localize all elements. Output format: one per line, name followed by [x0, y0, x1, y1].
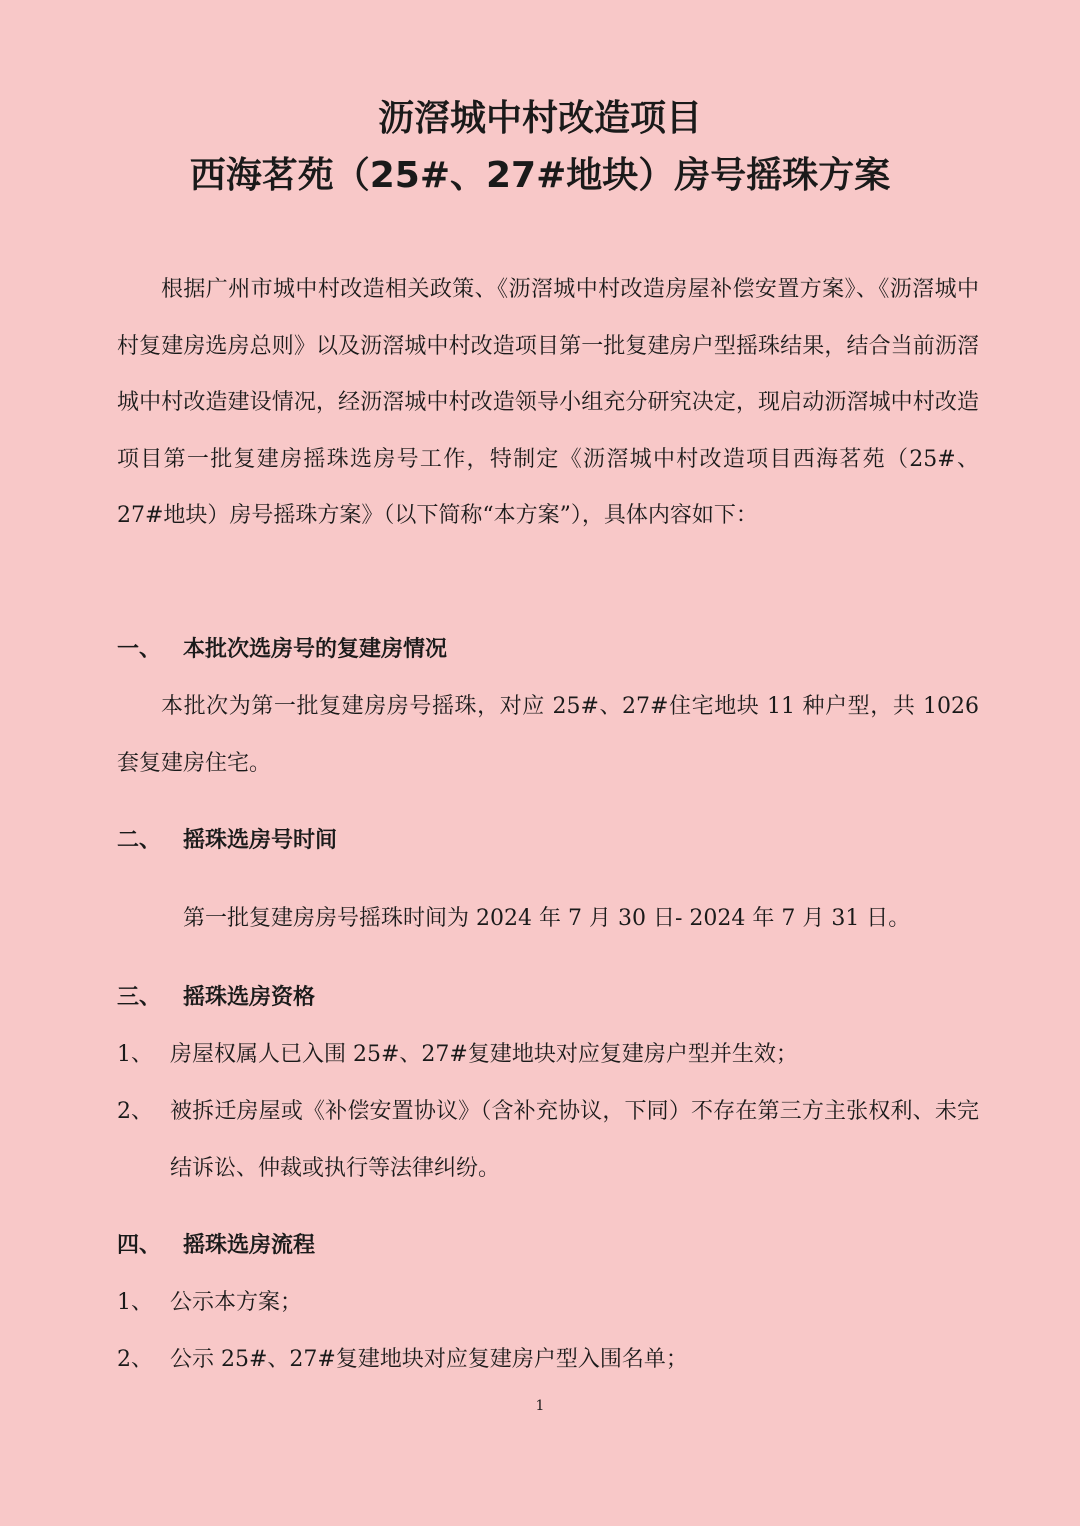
- section-2-heading: [117, 825, 979, 857]
- section-4-heading: [117, 1230, 979, 1262]
- list-item-number: 1、: [117, 1290, 153, 1315]
- section-1-body: 本批次为第一批复建房房号摇珠，对应 25#、27#住宅地块 11 种户型，共 1026 套复建房住宅。: [117, 694, 979, 776]
- section-4-number: 四、: [117, 1233, 162, 1258]
- section-1-number: 一、: [117, 637, 162, 662]
- document-title-line-1: 沥滘城中村改造项目: [377, 98, 702, 139]
- section-4-title: 摇珠选房流程: [183, 1233, 316, 1258]
- list-item-number: 2、: [117, 1347, 153, 1372]
- section-3-heading: [117, 982, 979, 1014]
- list-item-text: 公示 25#、27#复建地块对应复建房户型入围名单；: [170, 1347, 688, 1372]
- list-item-number: 1、: [117, 1042, 153, 1067]
- section-3-title: 摇珠选房资格: [183, 985, 316, 1010]
- intro-paragraph: 根据广州市城中村改造相关政策、《沥滘城中村改造房屋补偿安置方案》、《沥滘城中村复建房选房总则》以及沥滘城中村改造项目第一批复建房户型摇珠结果，结合当前沥滘城中村改造建设情况，经沥滘城中村改造领导小组充分研究决定，现启动沥滘城中村改造项目第一批复建房摇珠选房号工作，特制定《沥滘城中村改造项目西海茗苑（25#、27#地块）房号摇珠方案》（以下简称“本方案”），具体内容如下：: [117, 277, 979, 528]
- section-2-number: 二、: [117, 828, 162, 853]
- list-item-text: 被拆迁房屋或《补偿安置协议》（含补充协议，下同）不存在第三方主张权利、未完结诉讼、仲裁或执行等法律纠纷。: [170, 1099, 979, 1181]
- section-3-item-2: [117, 1084, 979, 1197]
- section-1-title: 本批次选房号的复建房情况: [183, 637, 448, 662]
- section-2-body: 第一批复建房房号摇珠时间为 2024 年 7 月 30 日- 2024 年 7 月 31 日。: [183, 906, 911, 931]
- list-item-number: 2、: [117, 1099, 153, 1124]
- list-item-text: 房屋权属人已入围 25#、27#复建地块对应复建房户型并生效；: [170, 1042, 798, 1067]
- page-number: 1: [535, 1398, 545, 1414]
- list-item-text: 公示本方案；: [170, 1290, 303, 1315]
- section-4-item-2: [117, 1332, 979, 1389]
- section-1-heading: [117, 634, 979, 666]
- section-3-item-1: [117, 1027, 979, 1084]
- section-3-number: 三、: [117, 985, 162, 1010]
- document-title-line-2: 西海茗苑（25#、27#地块）房号摇珠方案: [189, 155, 891, 196]
- section-2-title: 摇珠选房号时间: [183, 828, 338, 853]
- section-4-item-1: [117, 1275, 979, 1332]
